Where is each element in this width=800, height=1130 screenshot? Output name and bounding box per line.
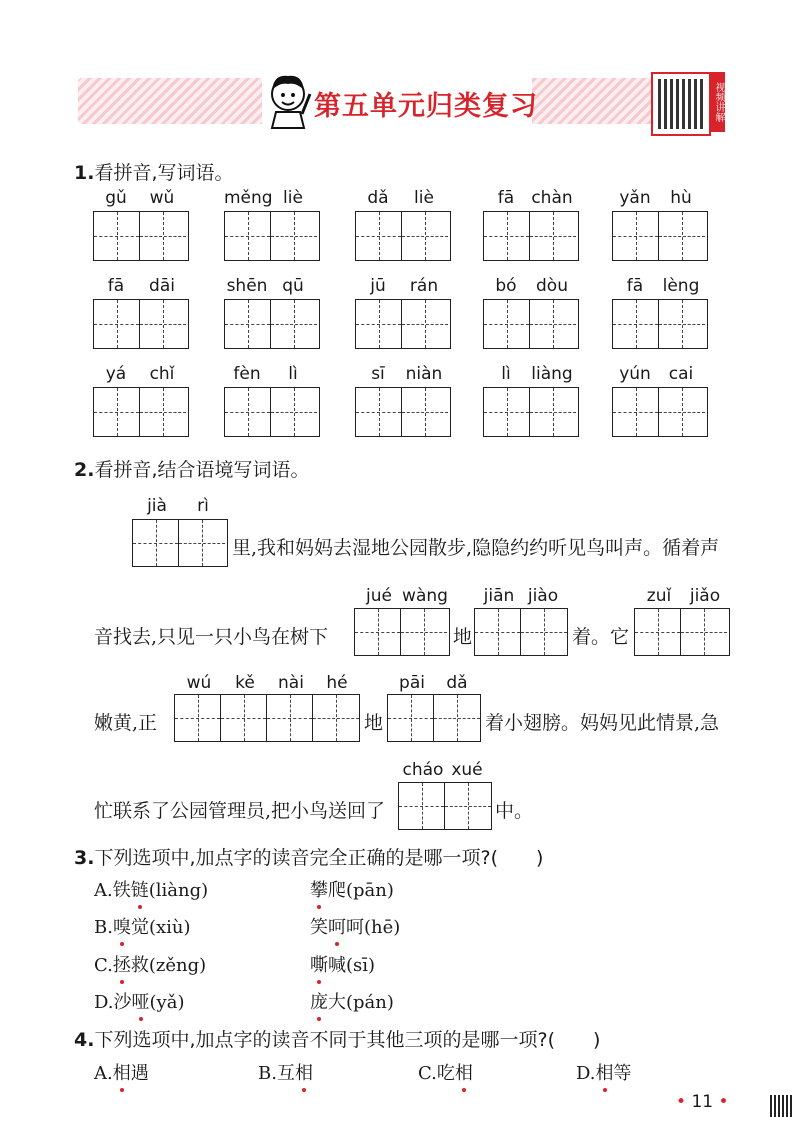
pinyin: měng [224,188,273,208]
pinyin: sī [371,364,385,384]
pinyin: liè [414,188,434,208]
pinyin: liè [283,188,303,208]
pinyin: fèn [233,364,261,384]
option-left[interactable]: C.拯救(zěng) [94,951,206,977]
pinyin: fā [107,276,125,296]
pinyin: cai [668,364,694,384]
passage-text: 着。它 [572,626,630,648]
answer-grid[interactable] [224,211,320,261]
option-2[interactable]: C.吃相 [418,1059,473,1085]
option-right: 嘶喊(sī) [310,951,375,977]
pinyin: fā [626,276,644,296]
answer-grid[interactable] [355,387,451,437]
pinyin: rán [409,276,439,296]
pinyin: jiào [527,586,559,606]
option-3[interactable]: D.相等 [576,1059,632,1085]
pinyin: jū [370,276,386,296]
page-number: • 11 • [676,1092,729,1112]
pinyin: rì [197,496,209,516]
passage-text: 音找去,只见一只小鸟在树下 [94,626,329,648]
answer-grid[interactable] [483,387,579,437]
answer-grid-chaoxue[interactable] [398,782,492,830]
answer-grid-jianjiao[interactable] [474,608,568,656]
answer-grid[interactable] [93,387,189,437]
pinyin: lì [501,364,511,384]
pinyin: wú [186,673,212,693]
pinyin: dāi [149,276,175,296]
option-left[interactable]: D.沙哑(yǎ) [94,988,184,1014]
pinyin: liàng [531,364,573,384]
q1-heading: 1.看拼音,写词语。 [74,162,234,184]
pinyin: wǔ [149,188,175,208]
pinyin: jué [366,586,392,606]
pinyin: gǔ [105,188,127,208]
pinyin: hé [326,673,348,693]
q2-heading: 2.看拼音,结合语境写词语。 [74,459,310,481]
pinyin: hù [670,188,692,208]
passage-text: 嫩黄,正 [94,712,158,734]
pinyin: chǐ [149,364,175,384]
pinyin: jiān [483,586,515,606]
passage-text: 地 [364,712,384,734]
answer-grid-zuijiao[interactable] [634,608,730,656]
pinyin: lì [288,364,298,384]
answer-grid-paida[interactable] [387,694,481,742]
passage-text: 中。 [495,800,534,822]
pinyin: jià [147,496,167,516]
pinyin: lèng [662,276,700,296]
qr-code-icon[interactable] [651,72,711,136]
option-right: 笑呵呵(hē) [310,913,400,939]
pinyin: nài [278,673,304,693]
pinyin: wàng [402,586,448,606]
option-right: 攀爬(pān) [310,876,394,902]
pinyin: shēn [226,276,268,296]
answer-grid[interactable] [483,299,579,349]
option-left[interactable]: B.嗅觉(xiù) [94,913,191,939]
answer-grid[interactable] [355,211,451,261]
pinyin: xué [451,760,483,780]
q3-heading: 3.下列选项中,加点字的读音完全正确的是哪一项?( ) [74,847,544,869]
pinyin: pāi [399,673,425,693]
pinyin: yá [105,364,127,384]
option-right: 庞大(pán) [310,988,394,1014]
small-qr-icon [770,1095,792,1117]
answer-grid[interactable] [224,387,320,437]
answer-grid[interactable] [483,211,579,261]
pinyin: bó [495,276,517,296]
pinyin: jiǎo [689,586,721,606]
pinyin: chàn [531,188,573,208]
page-title: 第五单元归类复习 [314,91,538,122]
pinyin: zuǐ [646,586,672,606]
pinyin: dǎ [446,673,468,693]
passage-text: 里,我和妈妈去湿地公园散步,隐隐约约听见鸟叫声。循着声 [232,537,720,559]
passage-text: 地 [453,626,473,648]
answer-grid[interactable] [224,299,320,349]
pinyin: dǎ [367,188,389,208]
pinyin: yǎn [619,188,651,208]
pinyin: qū [282,276,304,296]
answer-grid[interactable] [612,387,708,437]
pinyin: dòu [536,276,568,296]
pinyin: yún [619,364,651,384]
pinyin: kě [235,673,255,693]
option-1[interactable]: B.互相 [258,1059,313,1085]
pinyin: cháo [402,760,444,780]
answer-grid-wukenaihe[interactable] [174,694,360,742]
answer-grid[interactable] [93,299,189,349]
option-left[interactable]: A.铁链(liàng) [94,876,208,902]
passage-text: 着小翅膀。妈妈见此情景,急 [485,712,720,734]
option-0[interactable]: A.相遇 [94,1059,149,1085]
pinyin: fā [497,188,515,208]
q4-heading: 4.下列选项中,加点字的读音不同于其他三项的是哪一项?( ) [74,1029,601,1051]
answer-grid[interactable] [355,299,451,349]
passage-text: 忙联系了公园管理员,把小鸟送回了 [94,800,386,822]
answer-grid[interactable] [612,211,708,261]
answer-grid[interactable] [93,211,189,261]
answer-grid-juewang[interactable] [354,608,450,656]
boy-mascot-icon [262,64,314,130]
qr-side-label: 视频讲解 [709,72,725,132]
answer-grid[interactable] [612,299,708,349]
answer-grid-jiari[interactable] [132,519,228,567]
pinyin: niàn [405,364,443,384]
